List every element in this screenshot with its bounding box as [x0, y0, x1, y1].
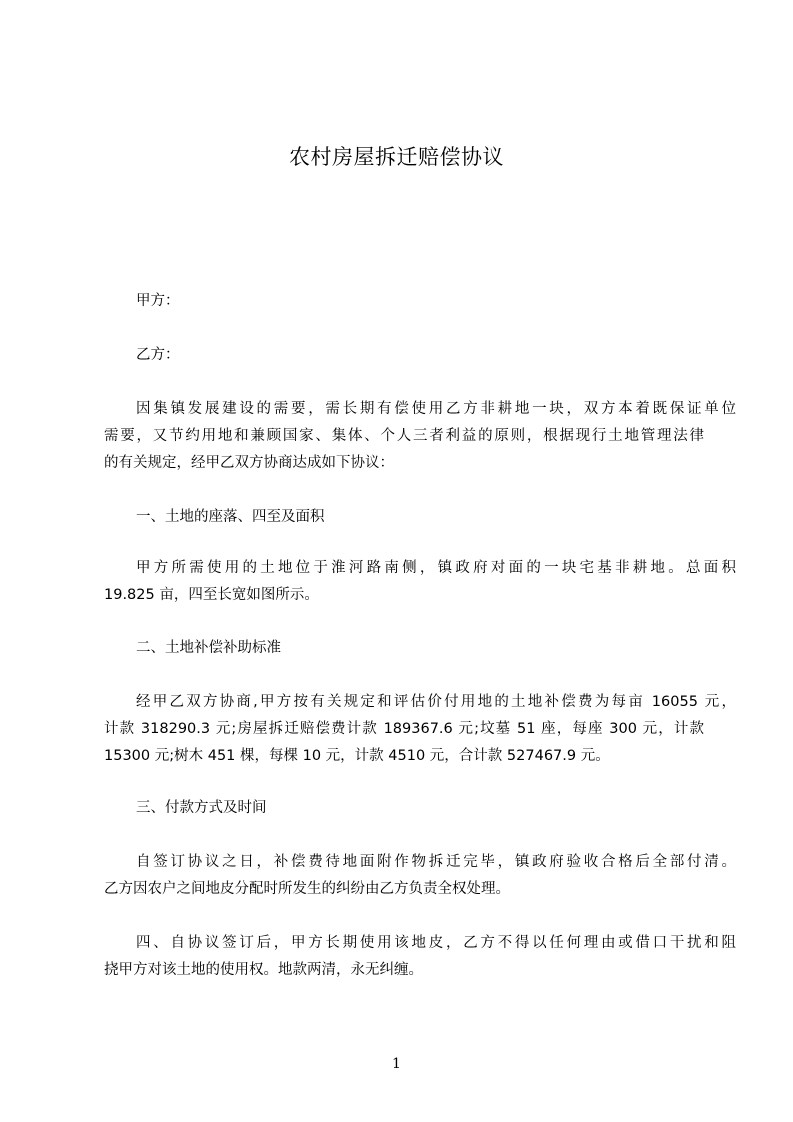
section-3-line-2: 乙方因农户之间地皮分配时所发生的纠纷由乙方负责全权处理。: [104, 881, 510, 897]
intro-line-1: 因集镇发展建设的需要，需长期有偿使用乙方非耕地一块，双方本着既保证单位: [136, 401, 736, 417]
section-2-line-3: 15300 元;树木 451 棵，每棵 10 元，计款 4510 元，合计款 527467.9 元。: [104, 748, 610, 764]
section-2-line-1: 经甲乙双方协商,甲方按有关规定和评估价付用地的土地补偿费为每亩 16055 元，: [136, 694, 736, 710]
section-1-heading: 一、土地的座落、四至及面积: [136, 509, 325, 525]
document-title: 农村房屋拆迁赔偿协议: [289, 145, 504, 169]
section-3-heading: 三、付款方式及时间: [136, 800, 267, 816]
section-1-line-1: 甲方所需使用的土地位于淮河路南侧，镇政府对面的一块宅基非耕地。总面积: [136, 560, 736, 576]
section-4-line-2: 挠甲方对该土地的使用权。地款两清，永无纠缠。: [104, 962, 423, 978]
intro-line-3: 的有关规定，经甲乙双方协商达成如下协议：: [104, 455, 394, 471]
section-2-line-2: 计款 318290.3 元;房屋拆迁赔偿费计款 189367.6 元;坟墓 51 座，每座 300 元，计款: [104, 721, 704, 737]
party-a-label: 甲方：: [136, 293, 180, 309]
section-2-heading: 二、土地补偿补助标准: [136, 640, 281, 656]
section-1-line-2: 19.825 亩，四至长宽如图所示。: [104, 587, 319, 603]
section-4-line-1: 四、自协议签订后，甲方长期使用该地皮，乙方不得以任何理由或借口干扰和阻: [136, 935, 736, 951]
page-number: 1: [392, 1056, 401, 1072]
party-b-label: 乙方：: [136, 347, 180, 363]
section-3-line-1: 自签订协议之日，补偿费待地面附作物拆迁完毕，镇政府验收合格后全部付清。: [136, 854, 736, 870]
intro-line-2: 需要，又节约用地和兼顾国家、集体、个人三者利益的原则，根据现行土地管理法律: [104, 428, 704, 444]
